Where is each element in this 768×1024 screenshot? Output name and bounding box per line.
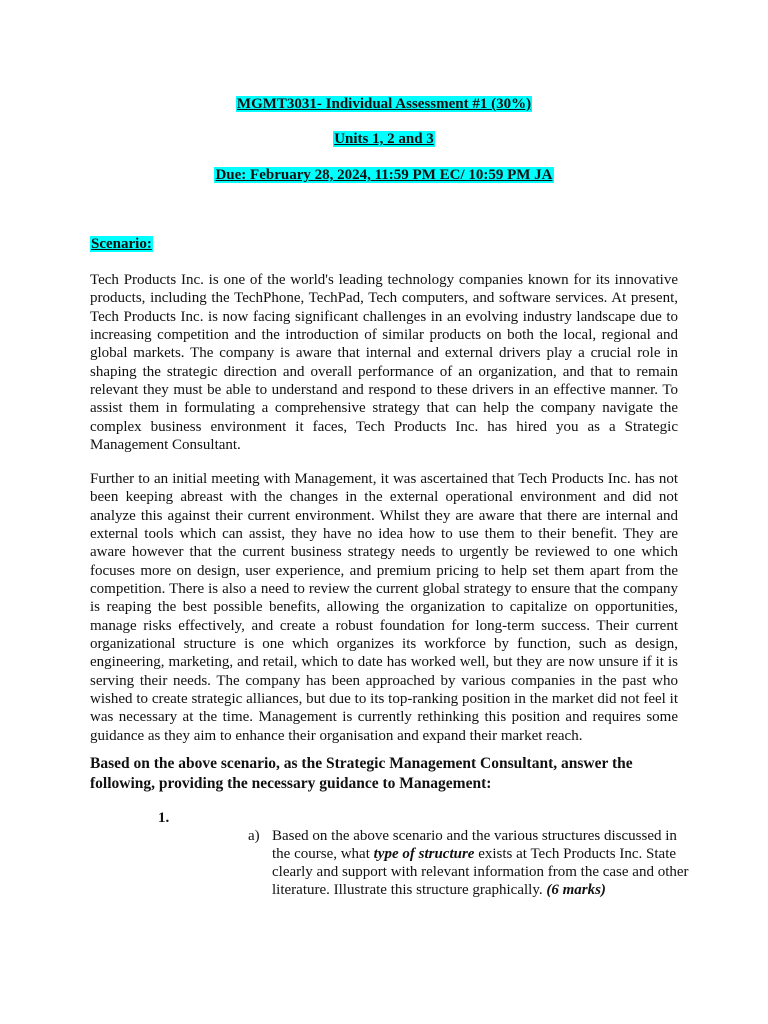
due-date-text: Due: February 28, 2024, 11:59 PM EC/ 10:59 PM JA [215, 167, 553, 183]
scenario-heading-text: Scenario: [91, 236, 152, 252]
units-text: Units 1, 2 and 3 [334, 131, 434, 147]
question-part-a-text [272, 827, 692, 899]
assessment-title-text: MGMT3031- Individual Assessment #1 (30%) [236, 96, 532, 112]
scenario-paragraph-1: Tech Products Inc. is one of the world's leading technology companies known for its innovative products, including the TechPhone, TechPad, Tech computers, and software services. At present, Tech Products Inc. is now facing significant challenges in an evolving industry landscape due to increasing competition and the introduction of similar products on both the local, regional and global markets. The company is aware that internal and external drivers play a crucial role in shaping the strategic direction and overall performance of an organization, and that to remain relevant they must be able to understand and respond to these drivers in an effective manner. To assist them in formulating a comprehensive strategy that can help the company navigate the complex business environment it faces, Tech Products Inc. has hired you as a Strategic Management Consultant. [90, 272, 678, 454]
question-text-before: Based on the above scenario and the various structures discussed in the course, what [272, 828, 677, 862]
question-number: 1. [158, 810, 170, 826]
question-text-after: exists at Tech Products Inc. State clearly and support with relevant information from the case and other literature. Illustrate this structure graphically. [272, 846, 689, 898]
question-marks: (6 marks) [546, 882, 606, 898]
assessment-title [0, 95, 768, 113]
due-date-line [0, 166, 768, 184]
instruction-text: Based on the above scenario, as the Strategic Management Consultant, answer the following, providing the necessary guidance to Management: [90, 755, 633, 792]
question-emphasis: type of structure [373, 846, 475, 862]
question-part-letter: a) [248, 828, 260, 844]
units-line [0, 130, 768, 148]
scenario-paragraph-2: Further to an initial meeting with Management, it was ascertained that Tech Products Inc. has not been keeping abreast with the changes in the external operational environment and did not analyze this against their current environment. Whilst they are aware that there are internal and external tools which can assist, they have no idea how to use them to their benefit. They are aware however that the current business strategy needs to urgently be reviewed to one which focuses more on design, user experience, and premium pricing to help set them apart from the competition. There is also a need to review the current global strategy to ensure that the company is reaping the best possible benefits, allowing the organization to capitalize on opportunities, manage risks effectively, and create a robust foundation for long-term success. Their current organizational structure is one which organizes its workforce by function, such as design, engineering, marketing, and retail, which to date has worked well, but they are now unsure if it is serving their needs. The company has been approached by various companies in the past who wished to create strategic alliances, but due to its top-ranking position in the market did not feel it was necessary at the time. Management is currently rethinking this position and requires some guidance as they aim to enhance their organisation and expand their market reach. [90, 471, 678, 744]
scenario-heading [90, 235, 153, 253]
